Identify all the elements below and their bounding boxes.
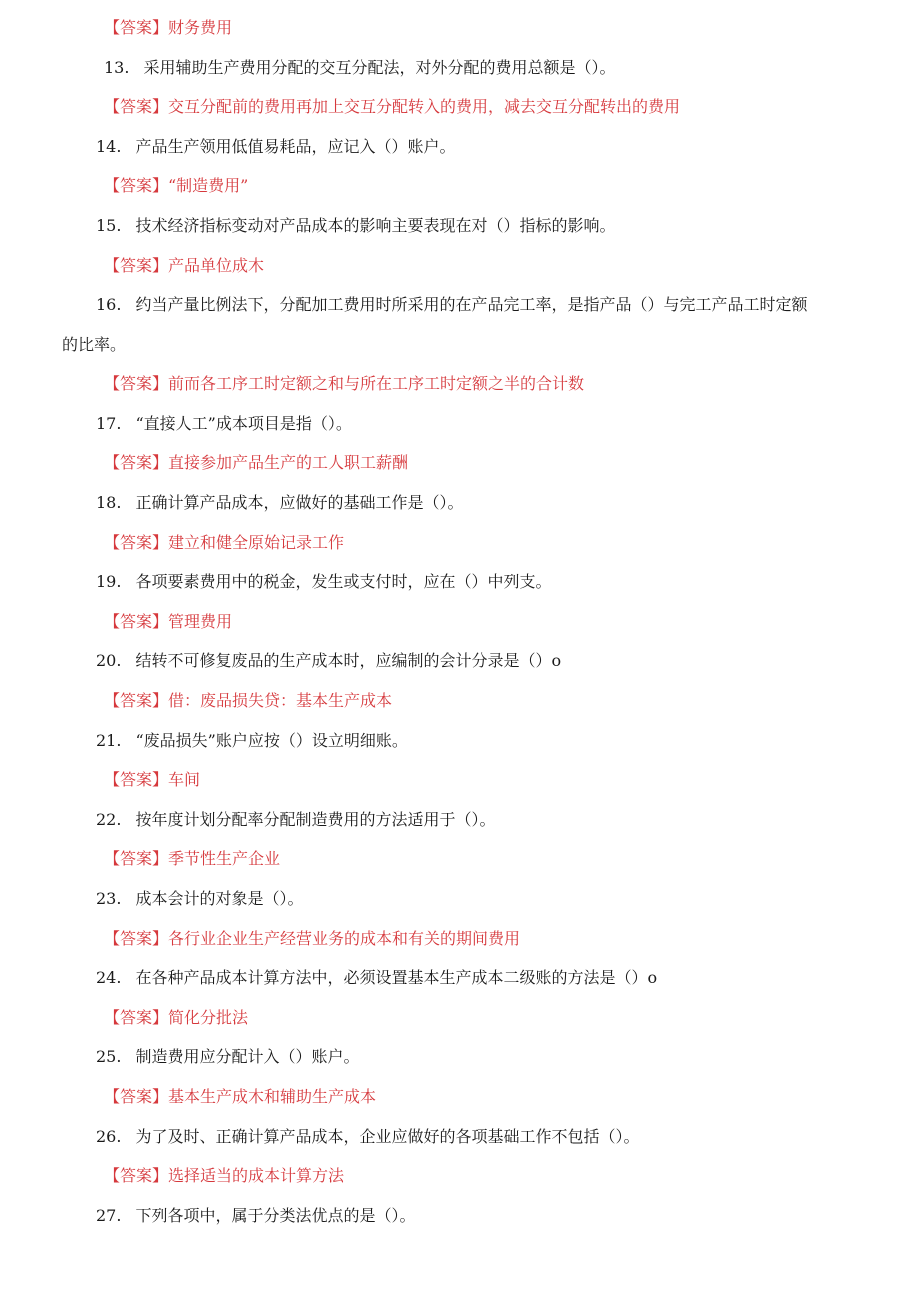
answer-line: 【答案】前而各工序工时定额之和与所在工序工时定额之半的合计数 xyxy=(104,374,585,393)
question-line xyxy=(96,215,615,237)
question-line xyxy=(104,57,615,79)
question-line xyxy=(96,413,352,435)
question-line xyxy=(96,967,657,989)
question-text: 各项要素费用中的税金，发生或支付时，应在（）中列支。 xyxy=(135,572,552,591)
question-text: 采用辅助生产费用分配的交互分配法，对外分配的费用总额是（）。 xyxy=(143,58,616,77)
answer-line: 【答案】建立和健全原始记录工作 xyxy=(104,533,345,552)
question-line xyxy=(96,1126,639,1148)
question-number: 19. xyxy=(96,572,122,591)
question-number: 22. xyxy=(96,810,122,829)
question-number: 13. xyxy=(104,58,130,77)
question-text: 成本会计的对象是（）。 xyxy=(135,889,304,908)
question-number: 16. xyxy=(96,295,122,314)
answer-line: 【答案】产品单位成木 xyxy=(104,256,265,275)
answer-line: 【答案】交互分配前的费用再加上交互分配转入的费用，减去交互分配转出的费用 xyxy=(104,97,681,116)
answer-line: 【答案】选择适当的成本计算方法 xyxy=(104,1166,345,1185)
answer-line: 【答案】车间 xyxy=(104,770,201,789)
question-line xyxy=(96,809,495,831)
question-number: 24. xyxy=(96,968,122,987)
question-number: 18. xyxy=(96,493,122,512)
question-number: 21. xyxy=(96,731,122,750)
answer-line: 【答案】财务费用 xyxy=(104,18,233,37)
question-line xyxy=(96,136,455,158)
question-text: “直接人工”成本项目是指（）。 xyxy=(135,414,352,433)
question-text: 产品生产领用低值易耗品，应记入（）账户。 xyxy=(135,137,456,156)
answer-line: 【答案】基本生产成木和辅助生产成本 xyxy=(104,1087,377,1106)
question-number: 27. xyxy=(96,1206,122,1225)
question-text: 按年度计划分配率分配制造费用的方法适用于（）。 xyxy=(135,810,496,829)
question-line xyxy=(96,1046,359,1068)
question-number: 15. xyxy=(96,216,122,235)
answer-line: 【答案】简化分批法 xyxy=(104,1008,249,1027)
answer-line: 【答案】管理费用 xyxy=(104,612,233,631)
answer-line: 【答案】“制造费用” xyxy=(104,176,249,195)
question-text: “废品损失”账户应按（）设立明细账。 xyxy=(135,731,408,750)
question-line xyxy=(96,730,408,752)
question-text: 下列各项中，属于分类法优点的是（）。 xyxy=(135,1206,416,1225)
question-text: 结转不可修复废品的生产成本时，应编制的会计分录是（）o xyxy=(135,651,562,670)
answer-line: 【答案】直接参加产品生产的工人职工薪酬 xyxy=(104,453,409,472)
question-number: 26. xyxy=(96,1127,122,1146)
question-line xyxy=(96,492,463,514)
question-line xyxy=(96,888,303,910)
answer-line: 【答案】季节性生产企业 xyxy=(104,849,281,868)
question-number: 17. xyxy=(96,414,122,433)
question-text: 正确计算产品成本，应做好的基础工作是（）。 xyxy=(135,493,464,512)
question-line xyxy=(96,571,551,593)
question-number: 14. xyxy=(96,137,122,156)
question-text: 在各种产品成本计算方法中，必须设置基本生产成本二级账的方法是（）o xyxy=(135,968,658,987)
question-line xyxy=(96,294,807,316)
question-number: 20. xyxy=(96,651,122,670)
answer-line: 【答案】各行业企业生产经营业务的成本和有关的期间费用 xyxy=(104,929,521,948)
question-text: 技术经济指标变动对产品成本的影响主要表现在对（）指标的影响。 xyxy=(135,216,616,235)
question-text: 制造费用应分配计入（）账户。 xyxy=(135,1047,360,1066)
question-number: 25. xyxy=(96,1047,122,1066)
question-text: 约当产量比例法下，分配加工费用时所采用的在产品完工率，是指产品（）与完工产品工时定额 xyxy=(135,295,808,314)
question-continuation: 的比率。 xyxy=(62,335,127,354)
question-line xyxy=(96,650,561,672)
question-line xyxy=(96,1205,415,1227)
answer-line: 【答案】借：废品损失贷：基本生产成本 xyxy=(104,691,393,710)
question-number: 23. xyxy=(96,889,122,908)
question-text: 为了及时、正确计算产品成本，企业应做好的各项基础工作不包括（）。 xyxy=(135,1127,640,1146)
